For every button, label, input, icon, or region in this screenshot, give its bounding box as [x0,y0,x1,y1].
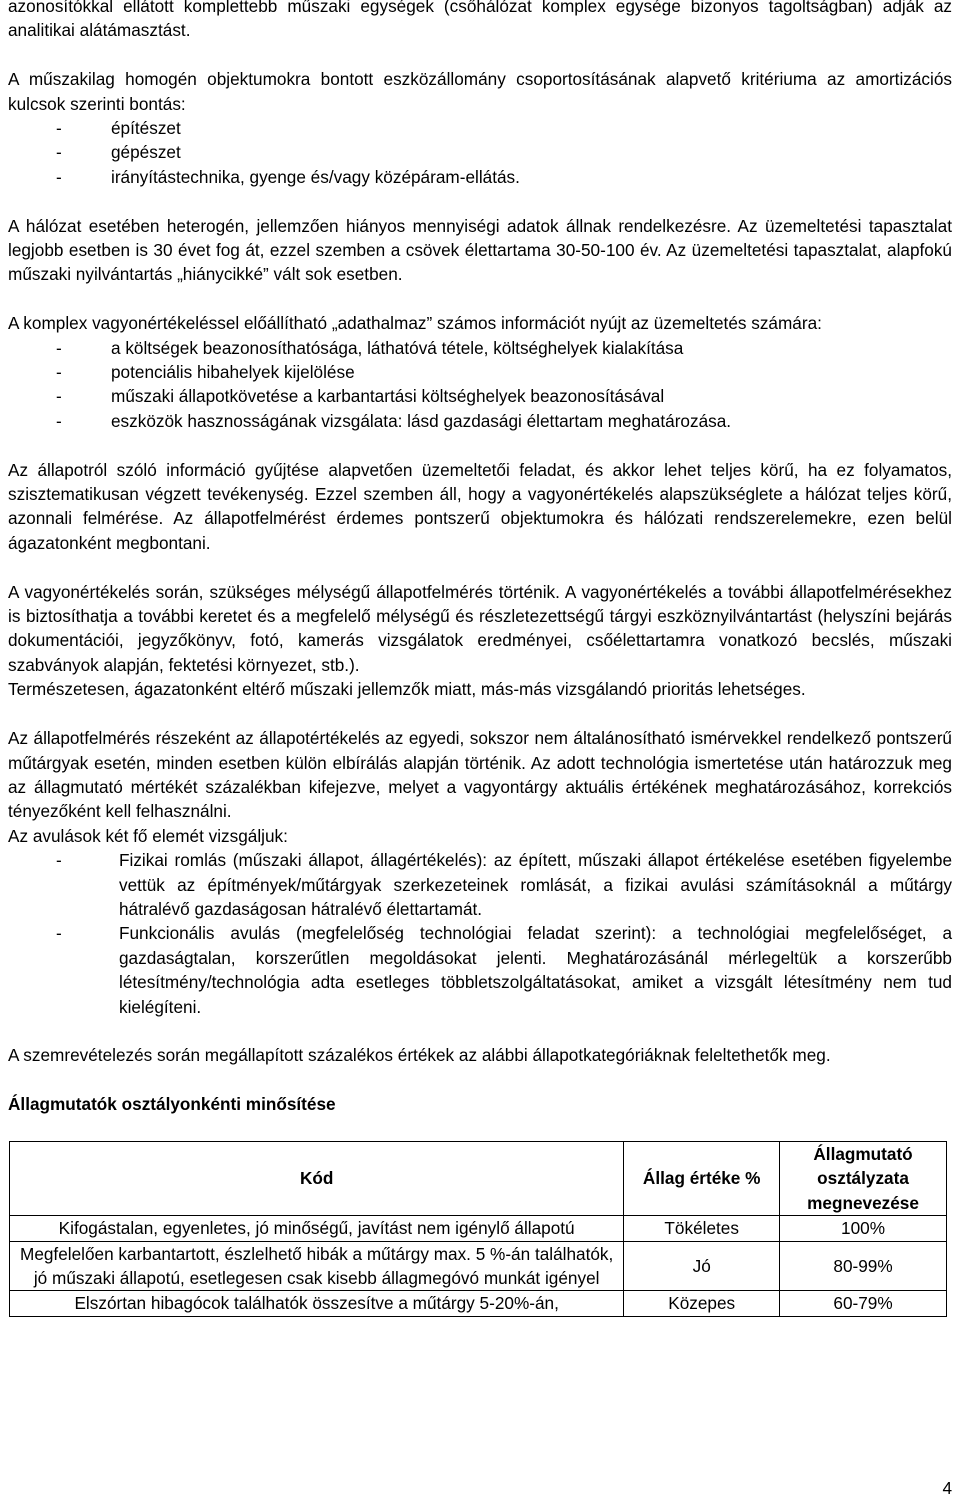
table-cell: Közepes [624,1291,780,1316]
table-row [10,1216,947,1241]
table-header-row [10,1141,947,1215]
paragraph: A hálózat esetében heterogén, jellemzően hiányos mennyiségi adatok állnak rendelkezésre. Az üzemeltetési tapasztalat legjobb esetben is 30 évet fog át, ezzel szemben a csövek élettartama 30-50-100 év. Az üzemeltetési tapasztalat, alapfokú műszaki nyilvántartás „hiánycikké” vált sok esetben. [8,215,952,285]
table-cell: Jó [624,1241,780,1291]
bullet-list [8,116,952,189]
table-cell: 60-79% [780,1291,947,1316]
list-item: - potenciális hibahelyek kijelölése [8,360,952,384]
list-item: - gépészet [8,140,952,164]
table-cell: Kifogástalan, egyenletes, jó minőségű, javítást nem igénylő állapotú [10,1216,624,1241]
table-row [10,1291,947,1316]
table-cell: Tökéletes [624,1216,780,1241]
document-page [8,0,952,1317]
paragraph: Természetesen, ágazatonként eltérő műszaki jellemzők miatt, más-más vizsgálandó prioritás lehetséges. [8,679,806,700]
classification-table [9,1141,947,1317]
list-item: - irányítástechnika, gyenge és/vagy középáram-ellátás. [8,165,952,189]
paragraph: A szemrevételezés során megállapított százalékos értékek az alábbi állapotkategóriáknak feleltethetők meg. [8,1045,831,1066]
table-cell: 100% [780,1216,947,1241]
bullet-list [8,336,952,434]
paragraph: Az avulások két fő elemét vizsgáljuk: [8,825,288,846]
table-header-cell: Kód [10,1141,624,1215]
list-item: - a költségek beazonosíthatósága, láthatóvá tétele, költséghelyek kialakítása [8,336,952,360]
bullet-list [8,848,952,1019]
page-number: 4 [942,1478,952,1498]
table-header-cell: Állag értéke % [624,1141,780,1215]
paragraph: Az állapotfelmérés részeként az állapotértékelés az egyedi, sokszor nem általánosítható ismérvekkel rendelkező pontszerű műtárgyak esetén, minden esetben külön elbírálás alapján történik. Az adott technológia ismertetése után határozzuk meg az állagmutató mértékét százalékban kifejezve, melyet a vagyontárgy aktuális értékének meghatározásához, korrekciós tényezőként kell felhasználni. [8,728,952,822]
table-title: Állagmutatók osztályonkénti minősítése [8,1094,336,1115]
paragraph: Az állapotról szóló információ gyűjtése alapvetően üzemeltetői feladat, és akkor lehet teljes körű, ha ez folyamatos, szisztematikusan végzett tevékenység. Ezzel szemben áll, hogy a vagyonértékelés alapszükséglete a hálózat teljes körű, azonnali felmérése. Az állapotfelmérést érdemes pontszerű objektumokra és hálózati rendszerelemekre, ezen belül ágazatonként megbontani. [8,459,952,553]
table-cell: 80-99% [780,1241,947,1291]
paragraph: azonosítókkal ellátott komplettebb műszaki egységek (csőhálózat komplex egysége bizonyos tagoltságban) adják az analitikai alátámasztást. [8,0,952,41]
table-row [10,1241,947,1291]
list-item: - építészet [8,116,952,140]
list-item: - Fizikai romlás (műszaki állapot, állagértékelés): az épített, műszaki állapot értékelése esetében figyelembe vettük az építmények/műtárgyak szerkezeteinek romlását, a fizikai avulási számításoknál a műtárgy hátralévő gazdaságosan hátralévő élettartamát. [8,848,952,921]
paragraph: A komplex vagyonértékeléssel előállítható „adathalmaz” számos információt nyújt az üzemeltetés számára: [8,313,822,334]
paragraph: A műszakilag homogén objektumokra bontott eszközállomány csoportosításának alapvető kritériuma az amortizációs kulcsok szerinti bontás: [8,69,952,114]
table-header-cell: Állagmutató osztályzata megnevezése [780,1141,947,1215]
paragraph: A vagyonértékelés során, szükséges mélységű állapotfelmérés történik. A vagyonértékelés a további állapotfelmérésekhez is biztosíthatja a további keretet és a megfelelő mélységű és részletezettségű tárgyi eszköznyilvántartást (helyszíni bejárás dokumentációi, jegyzőkönyv, fotó, kamerás vizsgálatok eredményei, csőélettartamra vonatkozó becslés, műszaki szabványok alapján, fektetési környezet, stb.). [8,581,952,675]
list-item: - eszközök hasznosságának vizsgálata: lásd gazdasági élettartam meghatározása. [8,409,952,433]
list-item: - Funkcionális avulás (megfelelőség technológiai feladat szerint): a technológiai megfelelőséget, a gazdaságtalan, korszerűtlen megoldásokat jelenti. Meghatározásánál mérlegeltük a korszerűbb létesítmény/technológia adta esetleges többletszolgáltatásokat, amiket a vizsgált létesítmény nem tud kielégíteni. [8,921,952,1019]
list-item: - műszaki állapotkövetése a karbantartási költséghelyek beazonosításával [8,384,952,408]
table-cell: Megfelelően karbantartott, észlelhető hibák a műtárgy max. 5 %-án találhatók, jó műszaki állapotú, esetlegesen csak kisebb állagmegóvó munkát igényel [10,1241,624,1291]
table-cell: Elszórtan hibagócok találhatók összesítve a műtárgy 5-20%-án, [10,1291,624,1316]
